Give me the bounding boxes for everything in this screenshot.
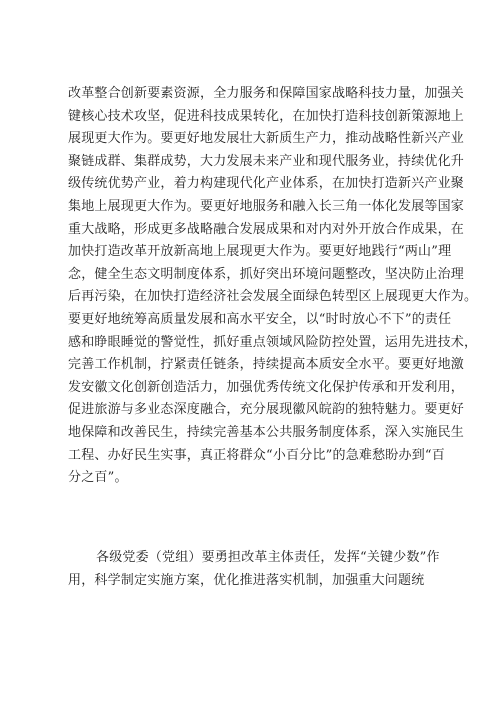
paragraph-line: 加快打造改革开放新高地上展现更大作为。要更好地践行“两山”理 [68, 244, 452, 260]
paragraph-line: 完善工作机制，拧紧责任链条，持续提高本质安全水平。要更好地激 [68, 357, 465, 373]
paragraph-line: 重大战略，形成更多战略融合发展成果和对内对外开放合作成果，在 [68, 221, 465, 237]
paragraph-line: 各级党委（党组）要勇担改革主体责任，发挥“关键少数”作 [96, 550, 440, 565]
paragraph-line: 感和睁眼睡觉的警觉性，抓好重点领域风险防控处置，运用先进技术， [68, 334, 478, 350]
paragraph-line: 级传统优势产业，着力构建现代化产业体系，在加快打造新兴产业聚 [68, 176, 465, 192]
paragraph-line: 键核心技术攻坚，促进科技成果转化，在加快打造科技创新策源地上 [68, 108, 465, 124]
paragraph-line: 地保障和改善民生，持续完善基本公共服务制度体系，深入实施民生 [68, 424, 465, 440]
paragraph-line: 展现更大作为。要更好地发展壮大新质生产力，推动战略性新兴产业 [68, 131, 465, 147]
paragraph-line: 发安徽文化创新创造活力，加强优秀传统文化保护传承和开发利用， [68, 379, 465, 395]
body-paragraph [68, 547, 440, 592]
paragraph-line: 分之百”。 [68, 470, 128, 486]
paragraph-line: 用，科学制定实施方案，优化推进落实机制，加强重大问题统 [68, 572, 425, 588]
paragraph-line: 念，健全生态文明制度体系，抓好突出环境问题整改，坚决防止治理 [68, 266, 465, 282]
paragraph-line: 促进旅游与多业态深度融合，充分展现徽风皖韵的独特魅力。要更好 [68, 402, 465, 418]
body-paragraph [68, 83, 478, 490]
paragraph-line: 工程、办好民生实事，真正将群众“小百分比”的急难愁盼办到“百 [68, 447, 445, 463]
paragraph-line: 后再污染，在加快打造经济社会发展全面绿色转型区上展现更大作为。 [68, 289, 478, 305]
paragraph-line: 改革整合创新要素资源，全力服务和保障国家战略科技力量，加强关 [68, 86, 465, 101]
paragraph-line: 聚链成群、集群成势，大力发展未来产业和现代服务业，持续优化升 [68, 153, 465, 169]
paragraph-line: 要更好地统筹高质量发展和高水平安全，以“时时放心不下”的责任 [68, 311, 452, 327]
paragraph-line: 集地上展现更大作为。要更好地服务和融入长三角一体化发展等国家 [68, 198, 465, 214]
